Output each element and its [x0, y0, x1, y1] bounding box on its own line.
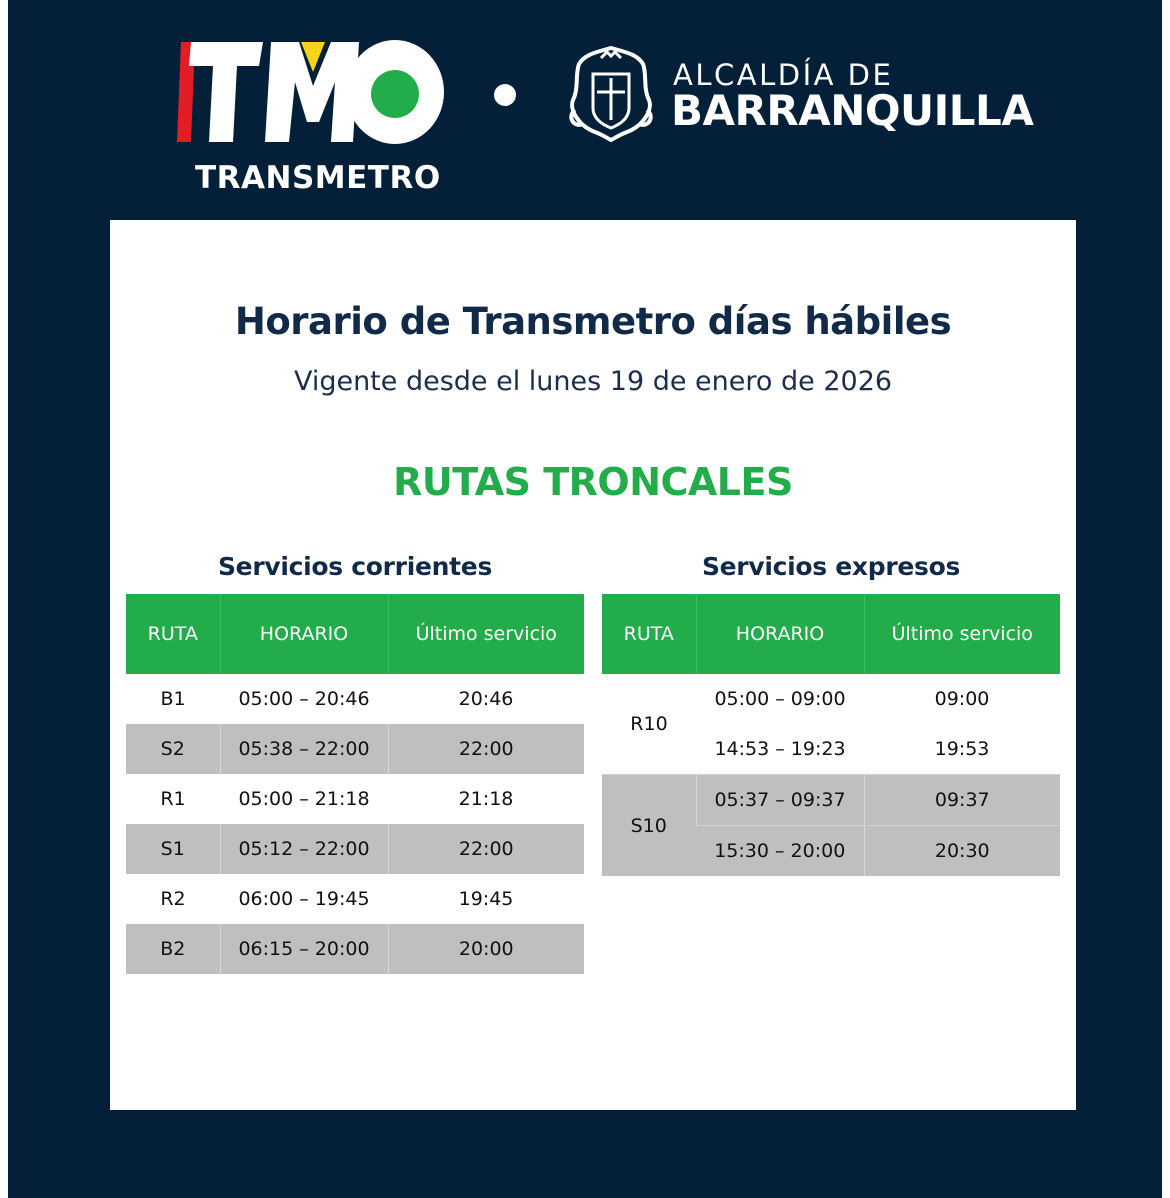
header-horario: HORARIO	[220, 594, 388, 674]
route-cell: S1	[126, 824, 220, 874]
schedule-cell: 05:37 – 09:37	[696, 775, 864, 826]
transmetro-logo	[173, 36, 445, 196]
alcaldia-line1: ALCALDÍA DE	[673, 58, 894, 92]
alcaldia-logo	[563, 44, 1033, 148]
table-row	[602, 674, 1060, 724]
table-row	[126, 874, 584, 924]
tmo-logo-mark	[173, 36, 445, 152]
route-cell: S10	[602, 775, 696, 877]
header-ultimo-servicio: Último servicio	[864, 594, 1060, 674]
last-service-cell: 21:18	[458, 788, 514, 810]
schedule-cell: 05:00 – 21:18	[238, 788, 370, 810]
barranquilla-crest-icon	[563, 44, 659, 142]
route-cell: B2	[126, 924, 220, 974]
table-row	[126, 674, 584, 724]
schedule-cell: 05:00 – 09:00	[714, 688, 846, 710]
last-service-cell: 09:00	[934, 688, 990, 710]
page-title: Horario de Transmetro días hábiles	[234, 300, 952, 343]
last-service-cell: 22:00	[388, 724, 584, 774]
last-service-cell: 09:37	[864, 775, 1060, 826]
route-cell: R10	[630, 713, 668, 735]
schedule-cell: 06:15 – 20:00	[220, 924, 388, 974]
table-row	[126, 824, 584, 874]
schedule-cell: 05:38 – 22:00	[220, 724, 388, 774]
last-service-cell: 20:46	[458, 688, 514, 710]
table-header-row	[126, 594, 584, 674]
table-header-row	[602, 594, 1060, 674]
page-subtitle: Vigente desde el lunes 19 de enero de 2026	[293, 366, 893, 397]
table-row	[602, 775, 1060, 826]
header-ruta: RUTA	[126, 594, 220, 674]
route-cell: S2	[126, 724, 220, 774]
alcaldia-line2: BARRANQUILLA	[671, 86, 1034, 135]
separator-dot	[494, 84, 516, 106]
schedule-cell: 14:53 – 19:23	[714, 738, 846, 760]
table-row	[126, 774, 584, 824]
header-ultimo-servicio: Último servicio	[388, 594, 584, 674]
poster-background	[8, 0, 1162, 1198]
expresos-title: Servicios expresos	[701, 552, 961, 581]
last-service-cell: 20:00	[388, 924, 584, 974]
table-row	[126, 924, 584, 974]
last-service-cell: 19:45	[458, 888, 514, 910]
expresos-table	[602, 594, 1060, 876]
header-horario: HORARIO	[696, 594, 864, 674]
corrientes-table	[126, 594, 584, 974]
schedule-cell: 15:30 – 20:00	[696, 826, 864, 877]
schedule-cell: 06:00 – 19:45	[238, 888, 370, 910]
section-title: RUTAS TRONCALES	[393, 460, 793, 504]
route-cell: R2	[160, 888, 186, 910]
last-service-cell: 19:53	[934, 738, 990, 760]
schedule-cell: 05:00 – 20:46	[238, 688, 370, 710]
corrientes-title: Servicios corrientes	[217, 552, 493, 581]
route-cell: B1	[160, 688, 186, 710]
transmetro-wordmark: TRANSMETRO	[195, 160, 441, 196]
schedule-card	[110, 220, 1076, 1110]
route-cell: R1	[160, 788, 186, 810]
last-service-cell: 22:00	[388, 824, 584, 874]
schedule-cell: 05:12 – 22:00	[220, 824, 388, 874]
header-ruta: RUTA	[602, 594, 696, 674]
table-row	[126, 724, 584, 774]
last-service-cell: 20:30	[864, 826, 1060, 877]
